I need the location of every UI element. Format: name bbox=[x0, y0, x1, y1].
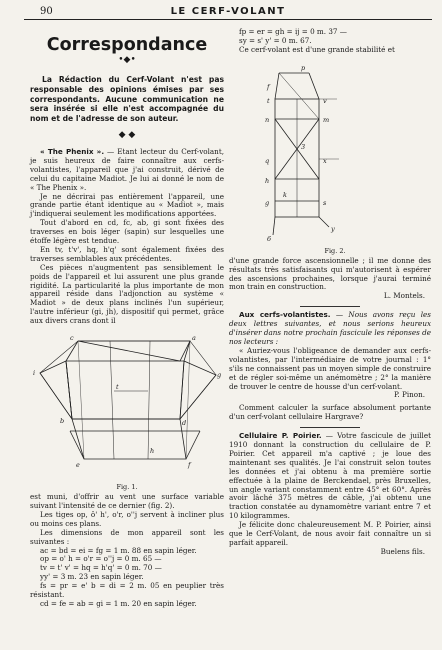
fig1-label: f bbox=[188, 461, 191, 470]
dimension-line: cd = fe = ab = gi = 1 m. 20 en sapin léger. bbox=[40, 598, 197, 608]
section-ornament: ◆ ◆ bbox=[118, 129, 136, 140]
fig1-label: a bbox=[192, 334, 196, 343]
fig1-label: h bbox=[150, 447, 155, 456]
phenix-paragraph: Les dimensions de mon appareil sont les suivantes : bbox=[30, 527, 224, 546]
aux-intro: Aux cerfs-volantistes. — Nous avons reçu les deux lettres suivantes, et nous serions heureux d'insérer dans notre prochain fascicule les réponses de nos lecteurs : bbox=[229, 310, 432, 346]
page-number: 90 bbox=[40, 6, 53, 17]
poirier-intro: Cellulaire P. Poirier. — Votre fascicule de juillet 1910 donnant la construction du cellulaire de P. Poirier. Cet appareil m'a captivé ; je loue des maintenant ses qualités. Je l'ai construit selon toutes les données et j'ai obtenu à ma première sortie effectuée à la plaine de Berckendael, près Bruxelles, un angle variant constamment entre 45° et 60°. Après avoir lâché 375 mètres de câble, j'ai obtenu une traction constatée au dynamomètre variant entre 7 et 10 kilogrammes. bbox=[229, 431, 431, 521]
right-column bbox=[229, 28, 431, 557]
phenix-paragraph: En tv, t'v', hq, h'q' sont également fixées des traverses semblables aux précédentes. bbox=[30, 244, 224, 263]
fig2-label: m bbox=[323, 115, 330, 124]
editorial-notice: La Rédaction du Cerf-Volant n'est pas responsable des opinions émises par ses correspondants. Aucune communication ne sera insérée si elle n'est accompagnée du nom et de l'adresse de son auteur. bbox=[30, 75, 224, 124]
phenix-paragraph: Je ne décrirai pas entièrement l'appareil, une grande partie étant identique au « Madiot », mais j'indiquerai seulement les modifications apportées. bbox=[30, 191, 224, 219]
fig2-label: 6 bbox=[267, 234, 272, 243]
phenix-heading: « The Phenix ». bbox=[40, 146, 105, 156]
aux-question: Comment calculer la surface absolument portante d'un cerf-volant cellulaire Hargrave? bbox=[229, 403, 431, 422]
figure-2 bbox=[239, 59, 431, 255]
fig2-label: g bbox=[265, 198, 270, 207]
dimension-line: fs = pr = e' b = di = 2 m. 05 en peuplier très résistant. bbox=[30, 581, 224, 600]
fig1-label: g bbox=[217, 371, 222, 380]
fig2-label: h bbox=[265, 176, 270, 185]
dimension-line: sy = s' y' = 0 m. 67. bbox=[239, 35, 312, 45]
poirier-paragraph: Je félicite donc chaleureusement M. P. Poirier, ainsi que le Cerf-Volant, de nous avoir fait connaître un si parfait appareil. bbox=[229, 520, 431, 547]
fig2-label: n bbox=[265, 115, 270, 124]
phenix-paragraph: Ce cerf-volant est d'une grande stabilité et bbox=[239, 44, 395, 54]
dimension-line: op = o' h = o'r = o''j = 0 m. 65 — bbox=[40, 554, 162, 564]
fig1-label: e bbox=[76, 461, 80, 470]
fig2-label: t bbox=[267, 96, 270, 105]
phenix-paragraph: d'une grande force ascensionnelle ; il me donne des résultats très satisfaisants qui m'autorisent à espérer des ascensions prochaines, lorsque j'aurai terminé mon train en construction. bbox=[229, 255, 431, 292]
fig1-label: t bbox=[116, 383, 119, 392]
poirier-heading: Cellulaire P. Poirier. bbox=[239, 431, 322, 441]
dimension-line: yy' = 3 m. 23 en sapin léger. bbox=[40, 572, 144, 582]
fig2-label: q bbox=[265, 156, 270, 165]
dimension-line: ac = bd = ei = fg = 1 m. 88 en sapin léger. bbox=[40, 545, 197, 555]
aux-paragraph: « Auriez-vous l'obligeance de demander aux cerfs-volantistes, par l'intermédiaire de votre journal : 1° s'ils ne connaissent pas un moyen simple de construire et de régler soi-même un anémomètre ; 2° la manière de trouver le centre de housse d'un cerf-volant. bbox=[229, 345, 431, 391]
dimension-line: tv = t' v' = hq = h'q' = 0 m. 70 — bbox=[40, 563, 162, 573]
fig1-label: c bbox=[70, 334, 74, 343]
phenix-paragraph: Tout d'abord en cd, fc, ab, gi sont fixées des traverses en bois léger (sapin) sur lesquelles une étoffe légère est tendue. bbox=[30, 218, 224, 246]
fig2-label: x bbox=[323, 156, 327, 165]
aux-heading: Aux cerfs-volantistes. bbox=[239, 310, 331, 320]
phenix-paragraph: Les tiges op, ô' h', o'r, o''j servent à incliner plus ou moins ces plans. bbox=[30, 509, 224, 528]
running-title: LE CERF-VOLANT bbox=[170, 6, 286, 17]
fig2-label: v bbox=[323, 96, 327, 105]
fig1-label: b bbox=[60, 417, 65, 426]
separator-rule bbox=[300, 427, 360, 428]
kite-side-drawing bbox=[239, 59, 379, 243]
fig2-label: 3 bbox=[301, 142, 306, 151]
header-rule bbox=[24, 19, 432, 20]
figure-1-caption: Fig. 1. bbox=[116, 483, 138, 492]
fig2-label: k bbox=[283, 190, 287, 199]
signature-pinon: P. Pinon. bbox=[394, 390, 425, 400]
signature-montels: L. Montels. bbox=[383, 291, 425, 301]
separator-rule bbox=[300, 306, 360, 307]
fig2-label: s bbox=[323, 198, 327, 207]
phenix-paragraph: est muni, d'offrir au vent une surface variable suivant l'intensité de ce dernier (fig. 2). bbox=[30, 492, 224, 511]
dimension-line: fp = er = gh = ij = 0 m. 37 — bbox=[239, 27, 347, 36]
title-ornament: •◆• bbox=[118, 55, 136, 65]
fig2-label: y bbox=[331, 224, 335, 233]
kite-perspective-drawing bbox=[30, 331, 224, 479]
fig1-label: d bbox=[182, 419, 187, 428]
fig2-label: f bbox=[267, 82, 270, 91]
fig2-label: p bbox=[301, 63, 306, 72]
phenix-intro: « The Phenix ». — Etant lecteur du Cerf-volant, je suis heureux de faire connaître aux cerfs-volantistes, l'appareil que j'ai construit, dérivé de celui du capitaine Madiot. Je lui ai donné le nom de « The Phenix ». bbox=[30, 146, 224, 192]
phenix-paragraph: Ces pièces n'augmentent pas sensiblement le poids de l'appareil et lui assurent une plus grande rigidité. La particularité la plus importante de mon appareil réside dans l'adjonction au système « Madiot » de deux plans inclinés l'un supérieur, l'autre inférieur (gi, jh), dispositif qui permet, grâce aux divers crans dont il bbox=[30, 262, 224, 326]
figure-1 bbox=[30, 331, 224, 491]
figure-2-caption: Fig. 2. bbox=[324, 246, 346, 255]
left-column bbox=[30, 28, 224, 609]
page-header bbox=[24, 6, 432, 20]
page-title: Correspondance bbox=[46, 35, 208, 55]
fig1-label: i bbox=[33, 369, 36, 378]
signature-buelens: Buelens fils. bbox=[380, 546, 425, 556]
